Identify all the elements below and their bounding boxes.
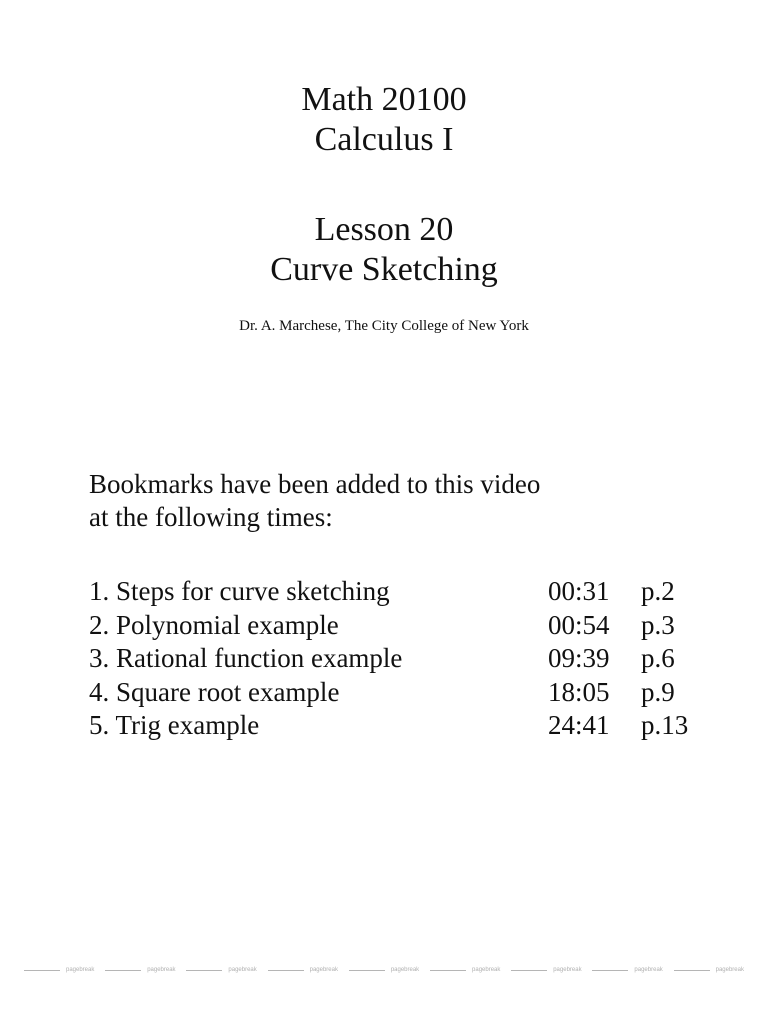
course-header	[0, 80, 768, 160]
intro-line-1: Bookmarks have been added to this video	[89, 469, 541, 499]
page-break-text: pagebreak	[309, 967, 338, 973]
bookmark-time: 24:41	[548, 710, 610, 741]
lesson-number: Lesson 20	[314, 211, 454, 248]
bookmark-item	[89, 575, 709, 609]
page-break-mark	[349, 967, 419, 973]
bookmark-label: 2. Polynomial example	[89, 609, 339, 640]
page-break-mark	[24, 967, 94, 973]
bookmark-item	[89, 642, 709, 676]
intro-line-2: at the following times:	[89, 502, 333, 532]
bookmark-page: p.2	[641, 576, 675, 606]
bookmark-label: 3. Rational function example	[89, 643, 403, 674]
lesson-title: Curve Sketching	[270, 251, 498, 288]
page-break-mark	[268, 967, 338, 973]
page-break-text: pagebreak	[228, 967, 257, 973]
page-break-mark	[430, 967, 500, 973]
page-break-text: pagebreak	[66, 967, 95, 973]
bookmark-item	[89, 676, 709, 710]
bookmark-page: p.6	[641, 643, 675, 674]
bookmark-label: 1. Steps for curve sketching	[89, 576, 390, 606]
bookmark-time: 09:39	[548, 643, 610, 674]
bookmark-item	[89, 709, 709, 743]
lesson-header	[0, 210, 768, 290]
bookmark-page: p.3	[641, 609, 675, 640]
bookmark-label: 4. Square root example	[89, 676, 340, 707]
bookmarks-intro	[89, 468, 540, 534]
page-break-mark	[105, 967, 175, 973]
course-name: Calculus I	[314, 121, 454, 158]
page-break-text: pagebreak	[715, 967, 744, 973]
page-break-text: pagebreak	[390, 967, 420, 973]
page-break-mark	[186, 967, 256, 973]
page-break-text: pagebreak	[634, 967, 663, 973]
bookmark-page: p.13	[641, 710, 689, 741]
bookmark-time: 18:05	[548, 676, 610, 707]
page-break-text: pagebreak	[147, 967, 176, 973]
author-line: Dr. A. Marchese, The City College of New York	[239, 318, 529, 334]
bookmark-time: 00:54	[548, 609, 610, 640]
bookmark-time: 00:31	[548, 576, 610, 606]
page-break-mark	[592, 967, 662, 973]
page-break-text: pagebreak	[472, 967, 501, 973]
page-break-mark	[511, 967, 581, 973]
page-break-text: pagebreak	[553, 967, 582, 973]
bookmark-label: 5. Trig example	[89, 710, 260, 741]
bookmark-list	[89, 575, 709, 743]
course-number: Math 20100	[301, 81, 467, 118]
page-break-strip	[24, 960, 744, 980]
page-break-mark	[674, 967, 744, 973]
bookmark-page: p.9	[641, 676, 675, 707]
bookmark-item	[89, 609, 709, 643]
